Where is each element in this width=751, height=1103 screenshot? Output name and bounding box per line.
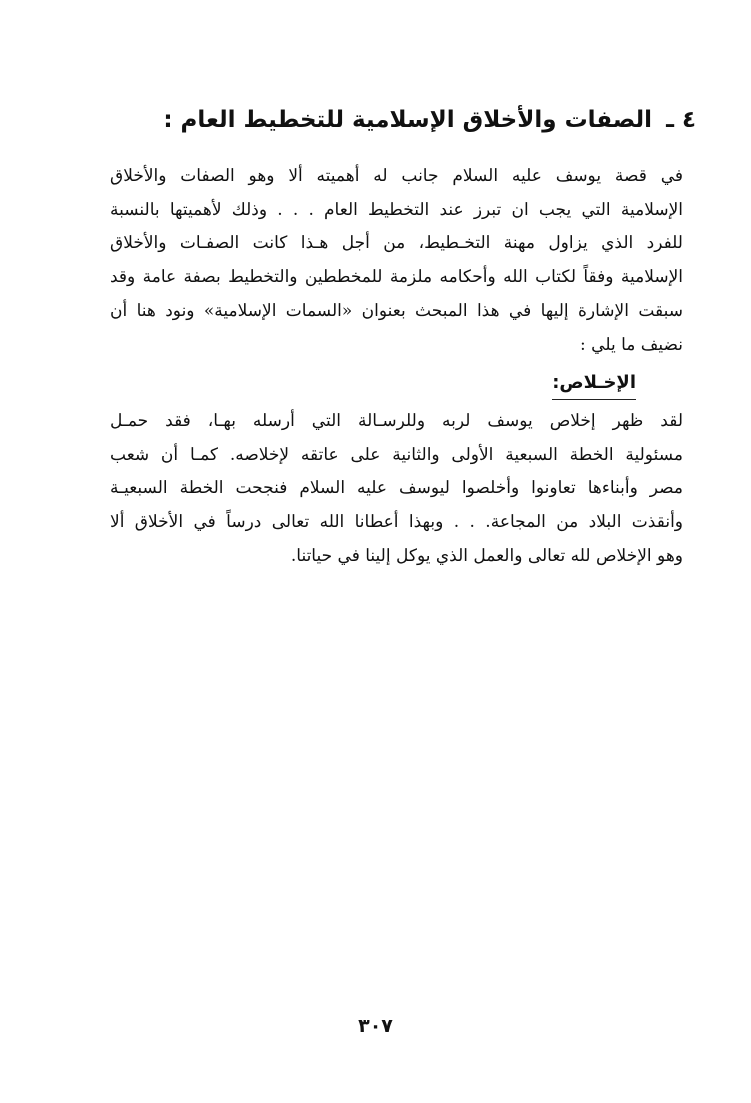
section-number: ٤ ـ [666, 107, 696, 133]
paragraph-line: للفرد الذي يزاول مهنة التخـطيط، من أجل هـذا كانت الصفـات والأخلاق [110, 233, 683, 254]
paragraph-intro [110, 160, 683, 362]
section-heading [110, 100, 696, 140]
paragraph-line: وهو الإخلاص لله تعالى والعمل الذي يوكل إلينا في حياتنا. [290, 545, 683, 566]
paragraph-line: سبقت الإشارة إليها في هذا المبحث بعنوان «السمات الإسلامية» ونود هنا أن [110, 300, 683, 321]
paragraph-line: الإسلامية وفقاً لكتاب الله وأحكامه ملزمة للمخططين والتخطيط بصفة عامة وقد [110, 267, 683, 288]
section-title: الصفات والأخلاق الإسلامية للتخطيط العام : [163, 107, 653, 133]
paragraph-line: مسئولية الخطة السبعية الأولى والثانية على عاتقه لإخلاصه. كمـا أن شعب [110, 444, 683, 465]
paragraph-line: مصر وأبناءها تعاونوا وأخلصوا ليوسف عليه السلام فنجحت الخطة السبعيـة [110, 478, 683, 499]
page-number: ٣٠٧ [358, 1015, 393, 1037]
paragraph-line: نضيف ما يلي : [580, 334, 683, 355]
paragraph-line: الإسلامية التي يجب ان تبرز عند التخطيط العام . . . وذلك لأهميتها بالنسبة [110, 199, 683, 220]
subheading-ikhlas: الإخـلاص: [552, 368, 636, 400]
paragraph-line: وأنقذت البلاد من المجاعة. . . وبهذا أعطانا الله تعالى درساً في الأخلاق ألا [110, 512, 683, 533]
paragraph-line: في قصة يوسف عليه السلام جانب له أهميته ألا وهو الصفات والأخلاق [110, 166, 683, 186]
paragraph-line: لقد ظهر إخلاص يوسف لربه وللرسـالة التي أرسله بهـا، فقد حمـل [110, 411, 683, 431]
paragraph-ikhlas [110, 405, 683, 574]
